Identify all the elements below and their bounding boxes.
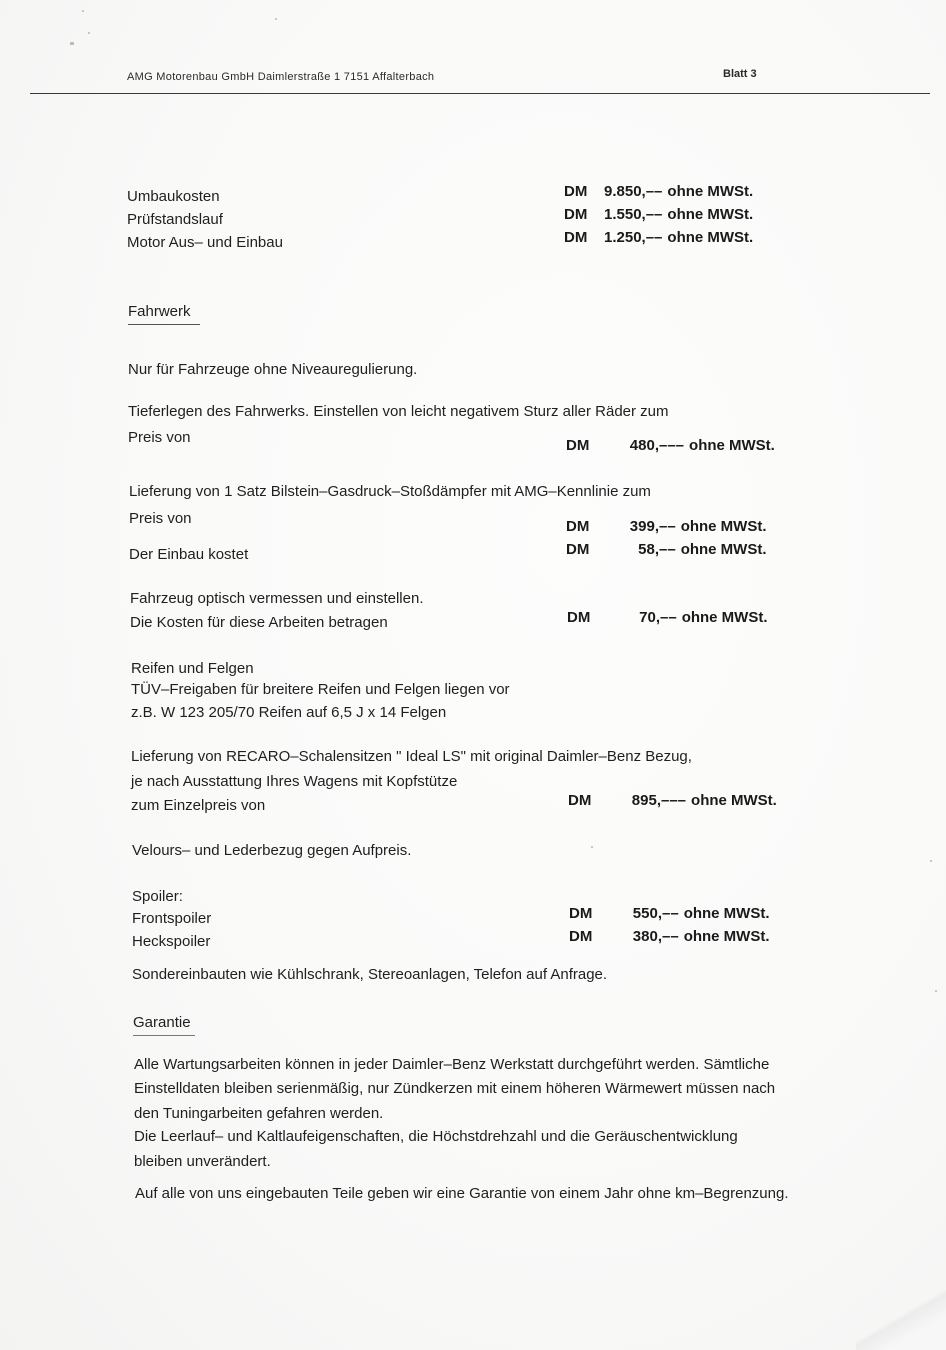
cost-label-motor: Motor Aus– und Einbau [127,234,283,251]
shocks-line1: Lieferung von 1 Satz Bilstein–Gasdruck–Stoßdämpfer mit AMG–Kennlinie zum [129,483,651,500]
currency: DM [566,518,590,535]
scan-speck [88,32,90,34]
shocks-line2: Preis von [129,510,192,527]
tires-line3: z.B. W 123 205/70 Reifen auf 6,5 J x 14 Felgen [131,704,447,721]
dash: ––– [661,792,687,809]
letterhead-company: AMG Motorenbau GmbH Daimlerstraße 1 7151 Affalterbach [127,71,435,83]
cost-price-pruefstand [564,206,753,223]
currency: DM [564,229,588,246]
dash: –– [645,229,663,246]
lowering-line2: Preis von [128,429,191,446]
amount: 399, [629,518,659,535]
page-number: Blatt 3 [723,68,757,80]
seats-line2: je nach Ausstattung Ihres Wagens mit Kopfstütze [131,773,458,790]
currency: DM [569,905,593,922]
alignment-price [567,609,768,626]
scan-speck [935,990,937,992]
dash: –– [659,541,676,558]
dash: –– [662,928,679,945]
heading-underline [128,324,200,325]
shocks-install-price [566,541,767,558]
dash: –– [645,206,663,223]
shocks-install-label: Der Einbau kostet [129,546,249,563]
currency: DM [564,183,588,200]
spoiler-heading: Spoiler: [132,888,183,905]
tires-heading: Reifen und Felgen [131,660,254,677]
seats-price [568,792,777,809]
garantie-p3: Auf alle von uns eingebauten Teile geben wir eine Garantie von einem Jahr ohne km–Begrenzung. [135,1185,789,1202]
lowering-line1: Tieferlegen des Fahrwerks. Einstellen von leicht negativem Sturz aller Räder zum [128,403,669,420]
amount: 480, [629,437,659,454]
garantie-p2-line2: bleiben unverändert. [134,1153,271,1170]
page-curl [856,1290,946,1350]
amount: 380, [632,928,662,945]
section-heading-garantie: Garantie [133,1014,191,1031]
amount: 895, [631,792,661,809]
spoiler-rear-label: Heckspoiler [132,933,211,950]
amount: 70, [639,609,660,626]
tax-note: ohne MWSt. [680,518,767,535]
cost-label-umbau: Umbaukosten [127,188,220,205]
tax-note: ohne MWSt. [681,609,768,626]
alignment-line2: Die Kosten für diese Arbeiten betragen [130,614,388,631]
currency: DM [566,541,590,558]
scan-speck [930,860,932,862]
tires-line2: TÜV–Freigaben für breitere Reifen und Felgen liegen vor [131,681,510,698]
amount: 550, [632,905,662,922]
spoiler-rear-price [569,928,770,945]
tax-note: ohne MWSt. [689,437,775,454]
scan-speck [591,846,593,848]
scan-speck [82,10,84,12]
tax-note: ohne MWSt. [691,792,777,809]
garantie-p1-line2: Einstelldaten bleiben serienmäßig, nur Zündkerzen mit einem höheren Wärmewert müssen nach [134,1080,776,1097]
currency: DM [569,928,593,945]
scan-speck [275,18,277,20]
dash: –– [645,183,663,200]
currency: DM [566,437,590,454]
amount: 1.550, [604,206,646,223]
dash: –– [659,518,676,535]
dash: –– [660,609,677,626]
tax-note: ohne MWSt. [683,905,770,922]
dash: ––– [659,437,685,454]
garantie-p1-line3: den Tuningarbeiten gefahren werden. [134,1105,384,1122]
tax-note: ohne MWSt. [667,229,754,246]
amount: 9.850, [604,183,646,200]
garantie-p1-line1: Alle Wartungsarbeiten können in jeder Daimler–Benz Werkstatt durchgeführt werden. Sämtliche [134,1056,770,1073]
amount: 58, [638,541,659,558]
section-heading-fahrwerk: Fahrwerk [128,303,191,320]
fahrwerk-note: Nur für Fahrzeuge ohne Niveauregulierung. [128,361,418,378]
tax-note: ohne MWSt. [683,928,770,945]
currency: DM [567,609,591,626]
seats-line3: zum Einzelpreis von [131,797,266,814]
lowering-price [566,437,775,454]
currency: DM [564,206,588,223]
tax-note: ohne MWSt. [667,183,754,200]
currency: DM [568,792,592,809]
garantie-p2-line1: Die Leerlauf– und Kaltlaufeigenschaften, die Höchstdrehzahl und die Geräuschentwicklung [134,1128,738,1145]
alignment-line1: Fahrzeug optisch vermessen und einstellen. [130,590,424,607]
tax-note: ohne MWSt. [667,206,754,223]
cost-label-pruefstand: Prüfstandslauf [127,211,223,228]
scan-speck [70,42,74,45]
heading-underline [133,1035,195,1036]
dash: –– [662,905,679,922]
amount: 1.250, [604,229,646,246]
cost-price-motor [564,229,753,246]
header-divider [30,93,930,94]
cost-price-umbau [564,183,753,200]
spoiler-front-price [569,905,770,922]
tax-note: ohne MWSt. [680,541,767,558]
spoiler-front-label: Frontspoiler [132,910,212,927]
seats-line1: Lieferung von RECARO–Schalensitzen " Ideal LS" mit original Daimler–Benz Bezug, [131,748,692,765]
extras-note: Sondereinbauten wie Kühlschrank, Stereoanlagen, Telefon auf Anfrage. [132,966,608,983]
upholstery-note: Velours– und Lederbezug gegen Aufpreis. [132,842,412,859]
shocks-price [566,518,767,535]
